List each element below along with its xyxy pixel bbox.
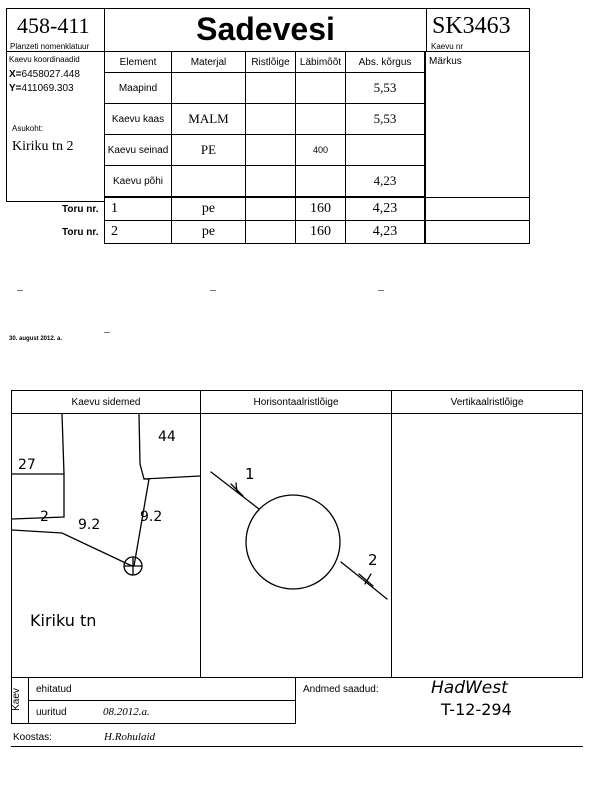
- pipe-remarks-cell: [425, 220, 529, 243]
- pipe-2-tick: [359, 574, 373, 586]
- sheet-code: 458-411: [17, 13, 90, 38]
- panel-title-connections: Kaevu sidemed: [71, 397, 141, 408]
- pipe-remarks-cell: [425, 197, 529, 220]
- table-cell-cross: [246, 166, 296, 197]
- table-cell-diam: [296, 166, 346, 197]
- footer: [11, 678, 583, 748]
- pipe-cell-no: 2: [105, 220, 172, 243]
- address-label: Asukoht:: [12, 124, 44, 133]
- source-signature: HadWest: [431, 678, 508, 698]
- panel-divider-2: [391, 391, 392, 677]
- col-header-abs-height: Abs. kõrgus: [346, 52, 425, 73]
- scan-mark: [17, 290, 23, 291]
- pipe-number-2: 2: [368, 551, 378, 569]
- label-9-2-b: 9.2: [140, 509, 163, 525]
- compiled-label: Koostas:: [13, 732, 52, 743]
- pipe-2-line: [341, 562, 387, 599]
- pipe-cell-no: 1: [105, 197, 172, 220]
- table-cell-material: MALM: [172, 104, 246, 135]
- table-cell-element: Kaevu põhi: [105, 166, 172, 197]
- sheet-caption: Planzeti nomenklatuur: [10, 42, 90, 51]
- table-cell-abs: 5,53: [346, 104, 425, 135]
- well-no: SK3463: [432, 13, 511, 39]
- panel-title-vertical: Vertikaalristlõige: [450, 397, 524, 408]
- pipe-cell-material: pe: [172, 220, 246, 243]
- compiled-line: [11, 746, 583, 747]
- remarks-header: Märkus: [429, 56, 462, 67]
- col-header-cross: Ristlõige: [246, 52, 296, 73]
- col-header-diameter: Läbimõõt: [296, 52, 346, 73]
- table-cell-abs: [346, 135, 425, 166]
- well-no-caption: Kaevu nr: [431, 42, 464, 51]
- boundary-line: [139, 414, 200, 479]
- col-header-material: Materjal: [172, 52, 246, 73]
- col-header-element: Element: [105, 52, 172, 73]
- label-9-2-a: 9.2: [78, 517, 101, 533]
- kaev-row-divider: [28, 700, 296, 701]
- kaev-label: Kaev: [10, 688, 22, 711]
- source-code: T-12-294: [441, 700, 512, 719]
- table-cell-abs: 4,23: [346, 166, 425, 197]
- title-box: [104, 8, 427, 52]
- label-27: 27: [18, 457, 36, 473]
- well-no-box: [426, 8, 530, 52]
- table-cell-cross: [246, 135, 296, 166]
- page-title: Sadevesi: [196, 11, 335, 47]
- pipe-number-1: 1: [245, 465, 255, 483]
- pipe-cell-material: pe: [172, 197, 246, 220]
- scan-mark: [210, 290, 216, 291]
- table-cell-material: PE: [172, 135, 246, 166]
- table-cell-element: Kaevu seinad: [105, 135, 172, 166]
- surveyed-label: uuritud: [36, 707, 67, 718]
- date-text: 30. august 2012. a.: [9, 336, 63, 342]
- main-table: [104, 51, 530, 244]
- location-box: [6, 51, 105, 202]
- coords-label: Kaevu koordinaadid: [9, 55, 80, 64]
- horizontal-section: [201, 414, 391, 677]
- table-cell-material: [172, 166, 246, 197]
- built-label: ehitatud: [36, 684, 72, 695]
- connections-sketch: [12, 414, 200, 677]
- pipe-cell-diam: 160: [296, 197, 346, 220]
- sheet-code-box: [6, 8, 105, 52]
- well-circle: [246, 495, 340, 589]
- surveyed-value: 08.2012.a.: [103, 706, 150, 718]
- address: Kiriku tn 2: [12, 139, 74, 154]
- scan-mark: [378, 290, 384, 291]
- pipe-cell-diam: 160: [296, 220, 346, 243]
- pipe-cell-cross: [246, 220, 296, 243]
- table-cell-diam: [296, 73, 346, 104]
- remarks-divider: [425, 52, 426, 243]
- pipe-cell-cross: [246, 197, 296, 220]
- table-cell-abs: 5,53: [346, 73, 425, 104]
- table-cell-material: [172, 73, 246, 104]
- label-44: 44: [158, 429, 176, 445]
- pipe-label-2: Toru nr.: [62, 227, 99, 238]
- scan-mark: [104, 332, 110, 333]
- street-label: Kiriku tn: [30, 611, 97, 630]
- top-block: [6, 8, 530, 244]
- pipe-cell-abs: 4,23: [346, 197, 425, 220]
- y-coordinate: Y=411069.303: [9, 83, 74, 94]
- x-coordinate: X=6458027.448: [9, 69, 80, 80]
- table-cell-cross: [246, 104, 296, 135]
- source-label: Andmed saadud:: [303, 684, 379, 695]
- pipe-cell-abs: 4,23: [346, 220, 425, 243]
- table-cell-diam: [296, 104, 346, 135]
- pipe-line: [12, 530, 132, 566]
- drawing-panels: [11, 390, 583, 678]
- compiled-value: H.Rohulaid: [104, 731, 156, 743]
- table-cell-element: Maapind: [105, 73, 172, 104]
- table-cell-diam: 400: [296, 135, 346, 166]
- table-cell-cross: [246, 73, 296, 104]
- panel-title-horizontal: Horisontaalristlõige: [253, 397, 339, 408]
- label-2: 2: [40, 509, 49, 525]
- kaev-divider: [28, 678, 29, 724]
- table-cell-element: Kaevu kaas: [105, 104, 172, 135]
- pipe-label-1: Toru nr.: [62, 204, 99, 215]
